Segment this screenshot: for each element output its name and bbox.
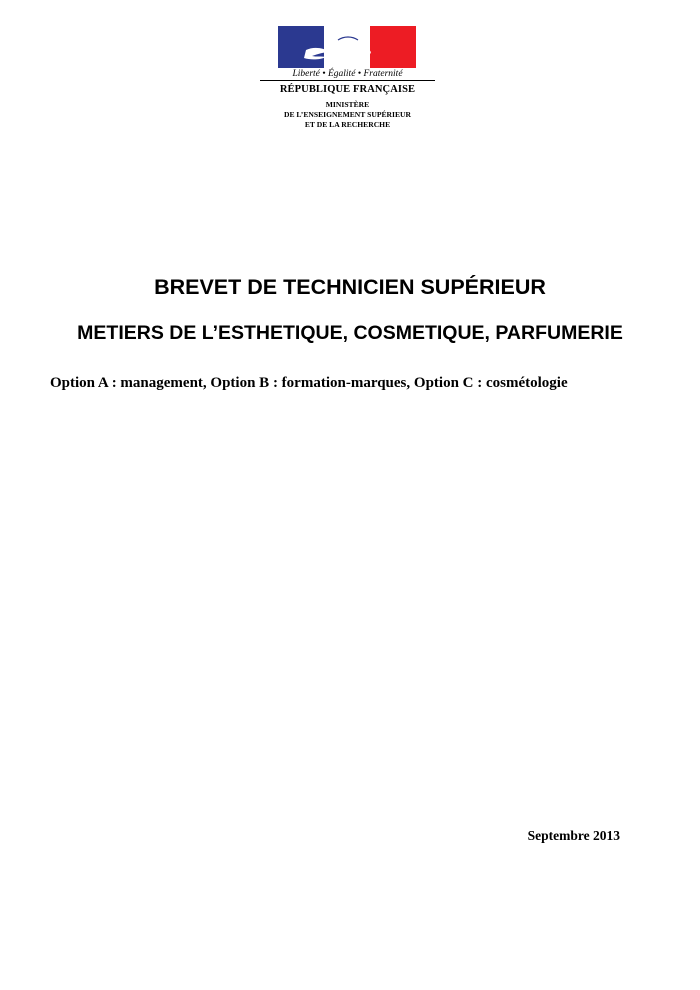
republic-motto: Liberté • Égalité • Fraternité [260, 68, 435, 81]
options-line: Option A : management, Option B : formation-marques, Option C : cosmétologie [50, 375, 568, 391]
ministry-line: MINISTÈRE [325, 100, 370, 109]
document-date: Septembre 2013 [527, 828, 620, 843]
ministry-line: DE L’ENSEIGNEMENT SUPÉRIEUR [283, 109, 412, 119]
ministry-name [240, 100, 455, 129]
document-subtitle: METIERS DE L’ESTHETIQUE, COSMETIQUE, PARFUMERIE [77, 322, 623, 344]
ministry-line: ET DE LA RECHERCHE [304, 119, 391, 129]
document-title: BREVET DE TECHNICIEN SUPÉRIEUR [154, 275, 546, 299]
republique-francaise-label: RÉPUBLIQUE FRANÇAISE [279, 84, 416, 95]
marianne-flag-logo [278, 26, 416, 68]
